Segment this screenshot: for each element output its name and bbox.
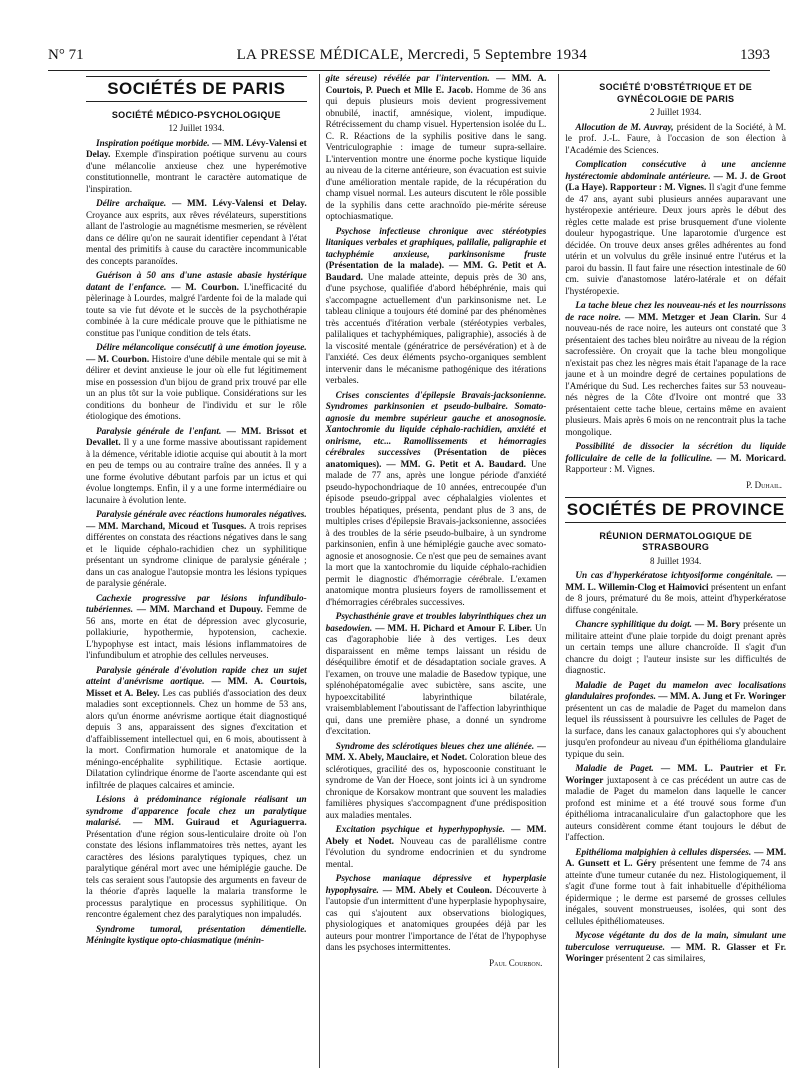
article-authors: — MM. Brissot et Devallet. bbox=[86, 426, 307, 448]
article-body: présente un militaire atteint d'une plaie torpide du doigt prenant après un certain temps une allure chancroïde. Il s'agit d'un chancre du doigt ; l'auteur insiste sur les difficultés de diagnostic. bbox=[565, 620, 787, 676]
article-body: Homme de 36 ans qui depuis plusieurs mois devient progressivement obnubilé, inactif, amnésique, violent, impudique. Rétrécissement du champ visuel. Hypertension isolée du L. C. R. Réactions de la syphilis positive dans le sang. Ventriculographie : image de tumeur supra-sellaire. L'intervention montre une énorme poche kystique liquide au niveau de la citerne antérieure, son évacuation est suivie d'une amélioration mentale rapide, de la récupération du champ visuel normal. Les auteurs discutent le rôle possible de la syphilis dans cette arachnoïdo pie-mérite séreuse optochiasmatique. bbox=[325, 85, 547, 222]
page-number: 1393 bbox=[740, 46, 770, 63]
article-body: Sur 4 nouveau-nés de race noire, les auteurs ont constaté que 3 présentaient des taches bleu noirâtre au niveau de la région sacrofessière. On croyait que la tache bleu mongolique n'existait pas chez les nègres mais était l'apanage de la race jaune et à un moindre degré de certaines populations de l'Amérique du Sud. Les recherches faites sur 53 nouveau-nés nègres de la Côte d'Ivoire ont montré que 33 présentaient cette tache bleue, certains même en avaient plusieurs. Mais après 6 mois on ne rencontrait plus la tache mongolique. bbox=[565, 312, 787, 438]
column-1 bbox=[86, 74, 307, 1068]
article-paragraph bbox=[565, 571, 786, 617]
article-paragraph bbox=[565, 301, 786, 439]
article-title: Un cas d'hyperkératose ichtyosiforme congénitale. bbox=[575, 571, 774, 581]
article-paragraph bbox=[86, 795, 307, 922]
article-authors: — M. Courbon. bbox=[171, 282, 239, 293]
article-title: gite séreuse) révélée par l'intervention. bbox=[325, 74, 490, 84]
article-title: Guérison à 50 ans d'une astasie abasie hystérique datant de l'enfance. bbox=[86, 271, 307, 293]
article-title: Allocution de M. Auvray, bbox=[575, 122, 674, 133]
article-paragraph bbox=[565, 620, 786, 678]
article-title: Syndrome tumoral, présentation démentielle. Méningite kystique opto-chiasmatique (ménin- bbox=[86, 924, 307, 946]
article-paragraph bbox=[565, 848, 786, 929]
article-paragraph bbox=[326, 825, 547, 871]
article-title: Cachexie progressive par lésions infundibulo-tubériennes. bbox=[86, 593, 307, 615]
article-authors: (Présentation de la malade). — MM. G. Petit et A. Baudard. bbox=[325, 261, 547, 283]
article-body: Exemple d'inspiration poétique survenu au cours d'une mélancolie anxieuse chez une hyperémotive constitutionnelle, montrant le caractère automatique de l'inspiration. bbox=[86, 150, 307, 195]
article-title: Paralysie générale d'évolution rapide chez un sujet atteint d'anévrisme aortique. bbox=[86, 665, 307, 687]
article-body: Un cas d'agoraphobie liée à des vertiges. Les deux disparaissent en même temps laissant un résidu de déséquilibre émotif et de désadaptation sociale graves. A l'examen, on trouve une maladie de Basedow typique, une splénohépatomégalie avec subictère, sans ascite, une hypoexcitabilité labyrinthique bilatérale, vraisemblablement l'aboutissant de l'affection labyrinthique qui, dans une première phase, a donné un syndrome d'excitation. bbox=[325, 623, 547, 737]
section-heading-paris: SOCIÉTÉS DE PARIS bbox=[86, 76, 307, 102]
article-paragraph bbox=[86, 594, 307, 663]
article-paragraph bbox=[565, 160, 786, 298]
article-body: Croyance aux esprits, aux rêves révélateurs, superstitions allant de l'astrologie au magnétisme mesmerien, se révèlent dans ce délire qu'on ne saurait identifier cependant à l'état mental des primitifs à cause du caractère incommunicable des concepts paranoïdes. bbox=[86, 210, 307, 267]
article-title: Paralysie générale de l'enfant. bbox=[96, 426, 222, 437]
article-body: Rapporteur : M. Vignes. bbox=[565, 465, 655, 475]
article-title: Complication consécutive à une ancienne hystérectomie abdominale antérieure. bbox=[565, 160, 787, 182]
column-2 bbox=[319, 74, 547, 1068]
article-title: Excitation psychique et hyperhypophysie. bbox=[335, 825, 505, 835]
article-body: présentent 2 cas similaires, bbox=[605, 954, 706, 964]
signature: Paul Courbon. bbox=[489, 957, 543, 968]
article-authors: (Présentation de pièces anatomiques). — MM. G. Petit et A. Baudard. bbox=[325, 448, 547, 470]
article-authors: — MM. A. Courtois, P. Puech et Mlle E. Jacob. bbox=[325, 74, 547, 96]
column-3 bbox=[558, 74, 786, 1068]
article-body: Il y a une forme massive aboutissant rapidement à la démence, véritable idiotie acquise qui aboutit à la mort en peu de temps ou au contraire traîne des années. Il y a une forme évolutive débutant parfois par un ictus et qui évolue longtemps. Enfin, il y a une forme intermédiaire ou lacunaire à évolution lente. bbox=[86, 438, 307, 506]
article-body: A trois reprises différentes on constata des réactions négatives dans le sang et le liquide céphalo-rachidien chez un syphilitique présentant un syndrome clinique de paralysie générale ; dans un cas analogue l'autopsie montra les lésions typiques de paralysie générale. bbox=[86, 521, 307, 589]
article-paragraph bbox=[86, 199, 307, 268]
article-authors: — MM. R. Glasser et Fr. Woringer bbox=[565, 942, 787, 964]
article-title: Possibilité de dissocier la sécrétion du liquide folliculaire de celle de la folliculine. bbox=[565, 442, 787, 464]
article-title: Maladie de Paget. bbox=[575, 764, 654, 774]
article-authors: — MM. Marchand, Micoud et Tusques. bbox=[86, 521, 247, 532]
meeting-date: 12 Juillet 1934. bbox=[168, 123, 225, 133]
article-body: Femme de 56 ans, morte en état de dépression avec glycosurie, pollakiurie, hypothermie, hypotension, cachexie. L'hypophyse est intact, mais lésions inflammatoires de l'infundibulum et atrophie des cellules nerveuses. bbox=[86, 605, 307, 661]
article-paragraph bbox=[326, 612, 547, 739]
article-body: Histoire d'une débile mentale qui se mit à délirer et devint anxieuse le jour où elle fut légitimement mise en possession d'un bijou de grand prix trouvé par elle un an plus tôt sur la voie publique. Considérations sur les conditions du bonheur de l'individu et sur le rôle étiologique des émotions. bbox=[86, 354, 307, 422]
article-authors: — MM. Abely et Nodet. bbox=[325, 825, 547, 847]
article-title: Maladie de Paget du mamelon avec localisations glandulaires profondes. bbox=[565, 680, 787, 702]
article-title: Inspiration poétique morbide. bbox=[96, 138, 210, 149]
article-paragraph bbox=[565, 123, 786, 158]
article-body: Les cas publiés d'association des deux maladies sont exceptionnels. Chez un homme de 53 ans, alors qu'un énorme anévrisme aortique était diagnostiqué depuis 3 ans, apparaissent des signes d'excitation et d'affaiblissement intellectuel qui, en 6 mois, aboutissent à la mort. Confirmation humorale et anatomique de la méningo-encéphalite syphilitique. Ectasie aortique. Dilatation cylindrique énorme de l'aorte ascendante qui est infiltrée de plaques calcaires et amincie. bbox=[86, 688, 307, 791]
article-paragraph bbox=[86, 510, 307, 591]
article-paragraph bbox=[86, 666, 307, 793]
article-body: Présentation d'une région sous-lenticulaire droite où l'on constate des lésions inflammatoires très nettes, ayant les caractères des lésions paralytiques typiques, chez un paralytique général mort avec une hémiplégie gauche. De tels cas seraient sous l'autopsie des arguments en faveur de la théorie d'après laquelle la malaria transforme le processus paralytique en processus syphilitique. On rencontre également chez des paralytiques non impaludés. bbox=[86, 829, 307, 920]
signature: P. Duhail. bbox=[746, 479, 783, 490]
article-authors: — M. Bory bbox=[694, 620, 741, 630]
article-title: Délire mélancolique consécutif à une émotion joyeuse. bbox=[96, 343, 307, 353]
article-title: Psychose maniaque dépressive et hyperplasie hypophysaire. bbox=[325, 874, 547, 896]
article-authors: — MM. Guiraud et Aguriaguerra. bbox=[133, 818, 307, 828]
article-authors: — M. J. de Groot (La Haye). Rapporteur : M. Vignes. bbox=[565, 171, 787, 193]
header-rule bbox=[48, 70, 770, 71]
article-body: présentent un cas de maladie de Paget du mamelon dans lequel ils réussissent à poursuivre les cellules de Paget de la surface, dans les canaux galactophores qui s'y abouchent jusqu'en profondeur au niveau d'un épithélioma glandulaire typique du sein. bbox=[565, 703, 787, 760]
issue-number: N° 71 bbox=[48, 46, 84, 63]
article-title: Epithélioma malpighien à cellules dispersées. bbox=[575, 847, 752, 858]
article-body: Coloration bleue des sclérotiques, gracilité des os, hyposcoonie constituant le syndrome de Van der Hoece, sont joints ici à un syndrome chronique de Korsakow montrant que souvent les maladies familières physiques s'accompagnent d'une prédisposition aux maladies mentales. bbox=[325, 753, 547, 821]
article-authors: — MM. L. Pautrier et Fr. Woringer bbox=[565, 764, 787, 786]
article-authors: — MM. H. Pichard et Amour F. Liber. bbox=[375, 623, 532, 634]
article-paragraph bbox=[565, 764, 786, 845]
article-authors: — M. Courbon. bbox=[86, 354, 150, 365]
article-paragraph bbox=[86, 343, 307, 424]
article-title: Psychose infectieuse chronique avec stéréotypies litaniques verbales et graphiques, palilalie, paligraphie et tachyphémie anxieuse, parkinsonisme fruste bbox=[325, 226, 547, 260]
article-paragraph bbox=[326, 874, 547, 955]
article-paragraph bbox=[326, 227, 547, 388]
article-paragraph bbox=[326, 742, 547, 823]
article-authors: — MM. Abely et Couleon. bbox=[382, 885, 492, 896]
article-paragraph bbox=[565, 931, 786, 966]
article-body: Nouveau cas de parallélisme contre l'évolution du syndrome endocrinien et du syndrome mental. bbox=[325, 836, 547, 870]
society-title: SOCIÉTÉ D'OBSTÉTRIQUE ET DE GYNÉCOLOGIE DE PARIS bbox=[599, 82, 753, 104]
article-body: Une malade atteinte, depuis près de 30 ans, d'une psychose, qualifiée d'abord hébéphrénie, mais qui s'accompagne actuellement d'un parkinsonisme net. Le tableau clinique a toujours été dominé par des phénomènes très accentués d'itération verbale (stéréotypies verbales, palilaliques et tachyphémiques, paligraphie), associés à de la viscosité mentale (génératrice de persévération) et à de l'anxiété. Ces deux éléments psycho-organiques semblent intervenir dans le mécanisme pathogénique des itérations verbales. bbox=[325, 272, 547, 386]
article-paragraph bbox=[326, 391, 547, 610]
article-paragraph bbox=[86, 139, 307, 197]
article-authors: — MM. Lévy-Valensi et Delay. bbox=[86, 138, 307, 160]
article-body: Découverte à l'autopsie d'un intermittent d'une hyperplasie hypophysaire, cas qui s'ajoutent aux observations biologiques, physiologiques et anatomiques groupées déjà par les auteurs pour montrer l'importance de l'état de l'hypophyse dans les psychoses intermittentes. bbox=[325, 885, 547, 953]
article-body: Une malade de 77 ans, après une longue période d'anxiété pseudo-hypochondriaque de 10 années, entrecoupée d'un épisode pseudo-grippal avec céphalalgies violentes et troubles hépatiques, présenta, pendant plus de 3 ans, de multiples crises d'épilepsie Bravais-jacksonienne, associées à des troubles de la série pseudo-bulbaire, à un syndrome parkinsonien, enfin à une hémiplégie gauche avec somato-agnosie et anosognosie. Ce n'est que peu de semaines avant la mort que la xantochromie du liquide céphalo-rachidien permit le diagnostic d'hémorragie cérébrale. L'examen anatomique montra plusieurs foyers de ramollissement et d'hémorragies cérébrales successives. bbox=[325, 459, 547, 608]
masthead: LA PRESSE MÉDICALE, Mercredi, 5 Septembre 1934 bbox=[236, 46, 588, 63]
section-heading-province: SOCIÉTÉS DE PROVINCE bbox=[565, 497, 786, 523]
article-body: Il s'agit d'une femme de 47 ans, ayant subi plusieurs années auparavant une hystéropexie antérieure. Deux jours après le début des règles cette malade est prise brusquement d'une violente douleur hypogastrique. Une laparotomie d'urgence est décidée. On trouve deux anses grêles adhérentes au fond utérin et un volvulus du grêle insinué entre l'utérus et la paroi du bassin. Il faut faire une résection intestinale de 60 cm. suivie d'anastomose latéro-latérale et on défait l'hystéropexie. bbox=[565, 183, 787, 297]
columns bbox=[86, 74, 786, 1072]
article-body: présentent un enfant de 8 jours, prématuré du 8e mois, atteint d'hyperkératose diffuse congénitale. bbox=[565, 582, 787, 616]
meeting-date: 2 Juillet 1934. bbox=[650, 107, 702, 117]
article-title: Psychasthénie grave et troubles labyrinthiques chez un basedowien. bbox=[325, 612, 547, 634]
article-authors: — MM. Metzger et Jean Clarin. bbox=[624, 312, 761, 323]
article-body: présentent une femme de 74 ans atteinte d'une tumeur cutanée du nez. Histologiquement, il s'agit d'une forme tout à fait inhabituelle d'épithélioma épidermique ; le derme est parsemé de grosses cellules inégales, souvent monstrueuses, isolées, qui sont des cellules épithéliomateuses. bbox=[565, 859, 787, 927]
article-authors: — M. Moricard. bbox=[716, 453, 787, 464]
article-paragraph bbox=[86, 925, 307, 948]
article-title: Délire archaïque. bbox=[96, 199, 167, 209]
article-paragraph bbox=[565, 442, 786, 477]
article-body: L'inefficacité du pèlerinage à Lourdes, malgré l'ardente foi de la malade qui toute sa vie fut dévote et le succès de la psychothérapie combinée à la cure médicale prouve que le pithiatisme ne constitue pas l'unique condition de tels états. bbox=[86, 282, 307, 339]
article-authors: — MM. Marchand et Dupouy. bbox=[136, 605, 263, 615]
meeting-date: 8 Juillet 1934. bbox=[650, 555, 702, 566]
article-authors: — MM. L. Willemin-Clog et Haimovici bbox=[565, 571, 787, 593]
article-paragraph bbox=[565, 681, 786, 762]
article-title: Mycose végétante du dos de la main, simulant une tuberculose verruqueuse. bbox=[565, 931, 787, 953]
article-title: Paralysie générale avec réactions humorales négatives. bbox=[96, 510, 307, 520]
society-title: SOCIÉTÉ MÉDICO-PSYCHOLOGIQUE bbox=[111, 109, 281, 120]
article-authors: — MM. A. Courtois, Misset et A. Beley. bbox=[86, 677, 307, 699]
article-body: président de la Société, à M. le prof. J.-L. Faure, à l'occasion de son élection à l'Académie des Sciences. bbox=[565, 122, 787, 156]
article-paragraph bbox=[86, 271, 307, 340]
article-paragraph bbox=[86, 427, 307, 508]
article-body: juxtaposent à ce cas précédent un autre cas de maladie de Paget du mamelon dans laquelle le cancer profond est minime et a été trouvé sous forme d'un épithélioma intracanaliculaire d'un galactophore que les auteurs considèrent comme étant toujours le début de l'affection. bbox=[565, 775, 787, 843]
article-title: La tache bleue chez les nouveau-nés et les nourrissons de race noire. bbox=[565, 301, 787, 323]
article-authors: — MM. X. Abely, Mauclaire, et Nodet. bbox=[325, 741, 547, 763]
article-title: Lésions à prédominance régionale réalisant un syndrome d'apparence focale chez un paralytique malarisé. bbox=[86, 795, 307, 828]
society-title: RÉUNION DERMATOLOGIQUE DE STRASBOURG bbox=[599, 530, 753, 552]
article-title: Syndrome des sclérotiques bleues chez une aliénée. bbox=[335, 741, 535, 752]
page-header bbox=[48, 44, 770, 66]
article-title: Chancre syphilitique du doigt. bbox=[575, 620, 692, 630]
article-paragraph bbox=[326, 74, 547, 224]
article-authors: — MM. Lévy-Valensi et Delay. bbox=[172, 199, 307, 209]
article-title: Crises conscientes d'épilepsie Bravais-jacksonienne. Syndromes parkinsonien et pseudo-bulbaire. Somato-agnosie du membre supérieur gauche et anosognosie. Xantochromie du liquide céphalo-rachidien, anxiété et onirisme, etc... Ramollissements et hémorragies cérébrales successives bbox=[325, 390, 547, 458]
article-authors: — MM. A. Gunsett et L. Géry bbox=[565, 847, 787, 869]
article-authors: — MM. A. Jung et Fr. Woringer bbox=[658, 692, 787, 702]
